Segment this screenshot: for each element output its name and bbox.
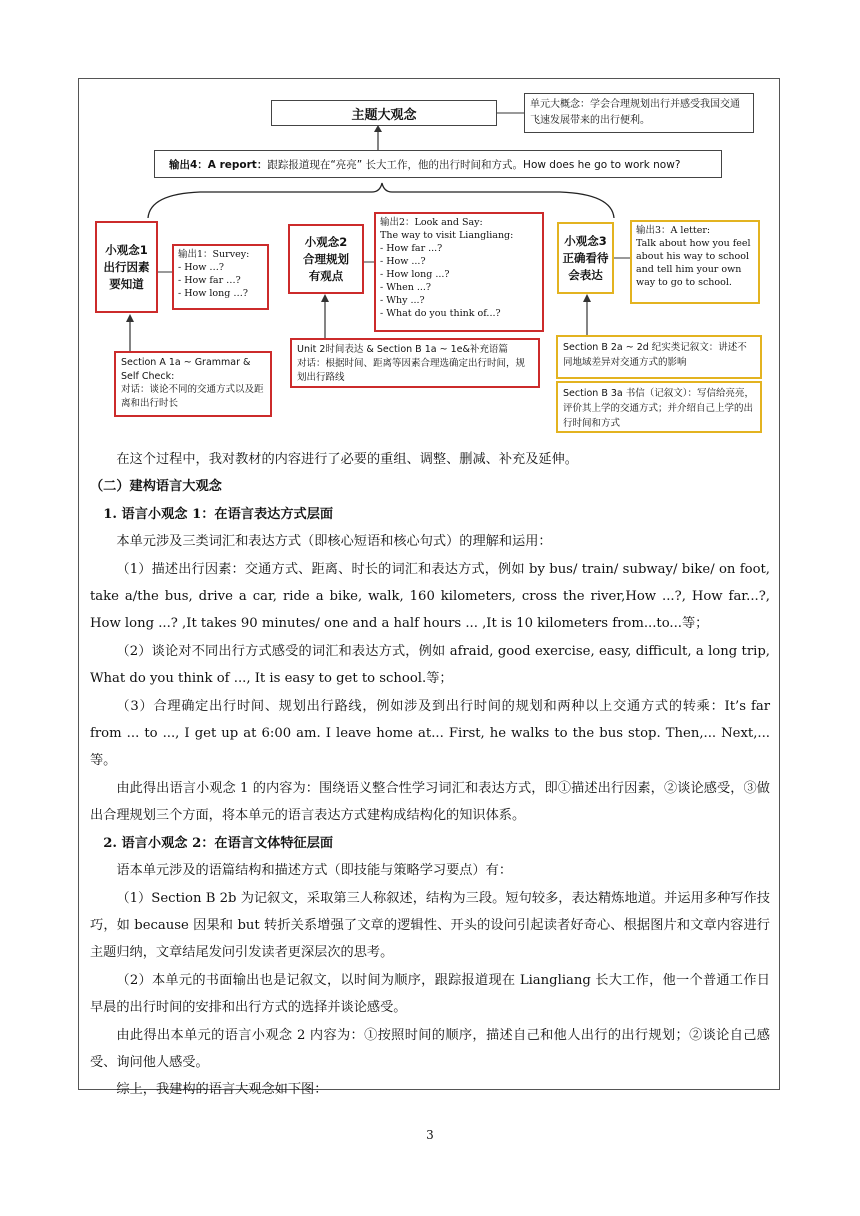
source3b-box: Section B 3a 书信（记叙文）：写信给亮亮，评价其上学的交通方式；并介绍自己上学的出行时间和方式 <box>556 381 762 433</box>
paragraph-planning: （3）合理确定出行时间、规划出行路线，例如涉及到出行时间的规划和两种以上交通方式的转乘：It’s far from ... to ..., I get up at 6:00 am. I leave home at... First, he walks to the bus stop. Then,... Next,... 等。 <box>90 698 770 769</box>
page-number: 3 <box>426 1128 434 1142</box>
concept3-box: 小观念3 正确看待 会表达 <box>557 222 614 294</box>
source3a-box: Section B 2a ~ 2d 纪实类记叙文：讲述不同地域差异对交通方式的影响 <box>556 335 762 379</box>
output2-box: 输出2：Look and Say: The way to visit Liangliang: - How far ...? - How ...? - How long ...? - When ...? - Why ...? - What do you think of...? <box>374 212 544 332</box>
output1-box: 输出1：Survey: - How …? - How far …? - How long …? <box>172 244 269 310</box>
subheading-concept1: 1. 语言小观念 1：在语言表达方式层面 <box>103 506 334 522</box>
paragraph-written-output: （2）本单元的书面输出也是记叙文，以时间为顺序，跟踪报道现在 Liangliang 长大工作，他一个普通工作日早晨的出行时间的安排和出行方式的选择并谈论感受。 <box>90 972 770 1016</box>
paragraph-vocab-intro: 本单元涉及三类词汇和表达方式（即核心短语和核心句式）的理解和运用： <box>116 534 552 550</box>
body-text <box>90 446 770 1104</box>
paragraph-structure-intro: 语本单元涉及的语篇结构和描述方式（即技能与策略学习要点）有： <box>116 863 513 879</box>
paragraph-concept1-summary: 由此得出语言小观念 1 的内容为：围绕语义整合性学习词汇和表达方式，即①描述出行因素，②谈论感受，③做出合理规划三个方面，将本单元的语言表达方式建构成结构化的知识体系。 <box>90 780 770 824</box>
paragraph-factors: （1）描述出行因素：交通方式、距离、时长的词汇和表达方式，例如 by bus/ train/ subway/ bike/ on foot, take a/the bus, drive a car, ride a bike, walk, 160 kilometers, cross the river,How ...?, How far...?, How long ...? ,It takes 90 minutes/ one and a half hours ... ,It is 10 kilometers from...to...等； <box>90 561 770 632</box>
source2-box: Unit 2时间表达 & Section B 1a ~ 1e&补充语篇 对话：根据时间、距离等因素合理选确定出行时间，规划出行路线 <box>290 338 540 388</box>
paragraph-section-b-2b: （1）Section B 2b 为记叙文，采取第三人称叙述，结构为三段。短句较多，表达精炼地道。并运用多种写作技巧，如 because 因果和 but 转折关系增强了文章的逻辑性、开头的设问引起读者好奇心、根据图片和文章内容进行主题归纳，文章结尾发问引发读者更深层次的思考。 <box>90 890 770 961</box>
paragraph-restructure: 在这个过程中，我对教材的内容进行了必要的重组、调整、删减、补充及延伸。 <box>116 452 578 467</box>
source1-box: Section A 1a ~ Grammar & Self Check: 对话：谈论不同的交通方式以及距离和出行时长 <box>114 351 272 417</box>
concept1-box: 小观念1 出行因素 要知道 <box>95 221 158 313</box>
paragraph-conclusion: 综上，我建构的语言大观念如下图： <box>116 1082 328 1098</box>
output4-text: 跟踪报道现在“亮亮” 长大工作，他的出行时间和方式。How does he go to work now? <box>267 159 681 171</box>
output4-label: 输出4：A report： <box>169 159 268 171</box>
theme-big-idea-title: 主题大观念 <box>271 100 497 126</box>
paragraph-concept2-summary: 由此得出本单元的语言小观念 2 内容为：①按照时间的顺序，描述自己和他人出行的出行规划；②谈论自己感受、询问他人感受。 <box>90 1027 770 1070</box>
output3-box: 输出3：A letter: Talk about how you feel about his way to school and tell him your own way to go to school. <box>630 220 760 304</box>
subheading-concept2: 2. 语言小观念 2：在语言文体特征层面 <box>103 835 334 851</box>
output4-box <box>154 150 722 178</box>
paragraph-feelings: （2）谈论对不同出行方式感受的词汇和表达方式，例如 afraid, good exercise, easy, difficult, a long trip, What do you think of ..., It is easy to get to school.等； <box>90 643 770 687</box>
unit-big-concept-box: 单元大概念：学会合理规划出行并感受我国交通飞速发展带来的出行便利。 <box>524 93 754 133</box>
concept2-box: 小观念2 合理规划 有观点 <box>288 224 364 294</box>
concept-diagram <box>0 0 860 440</box>
section-heading-language-big-idea: （二）建构语言大观念 <box>90 479 222 495</box>
